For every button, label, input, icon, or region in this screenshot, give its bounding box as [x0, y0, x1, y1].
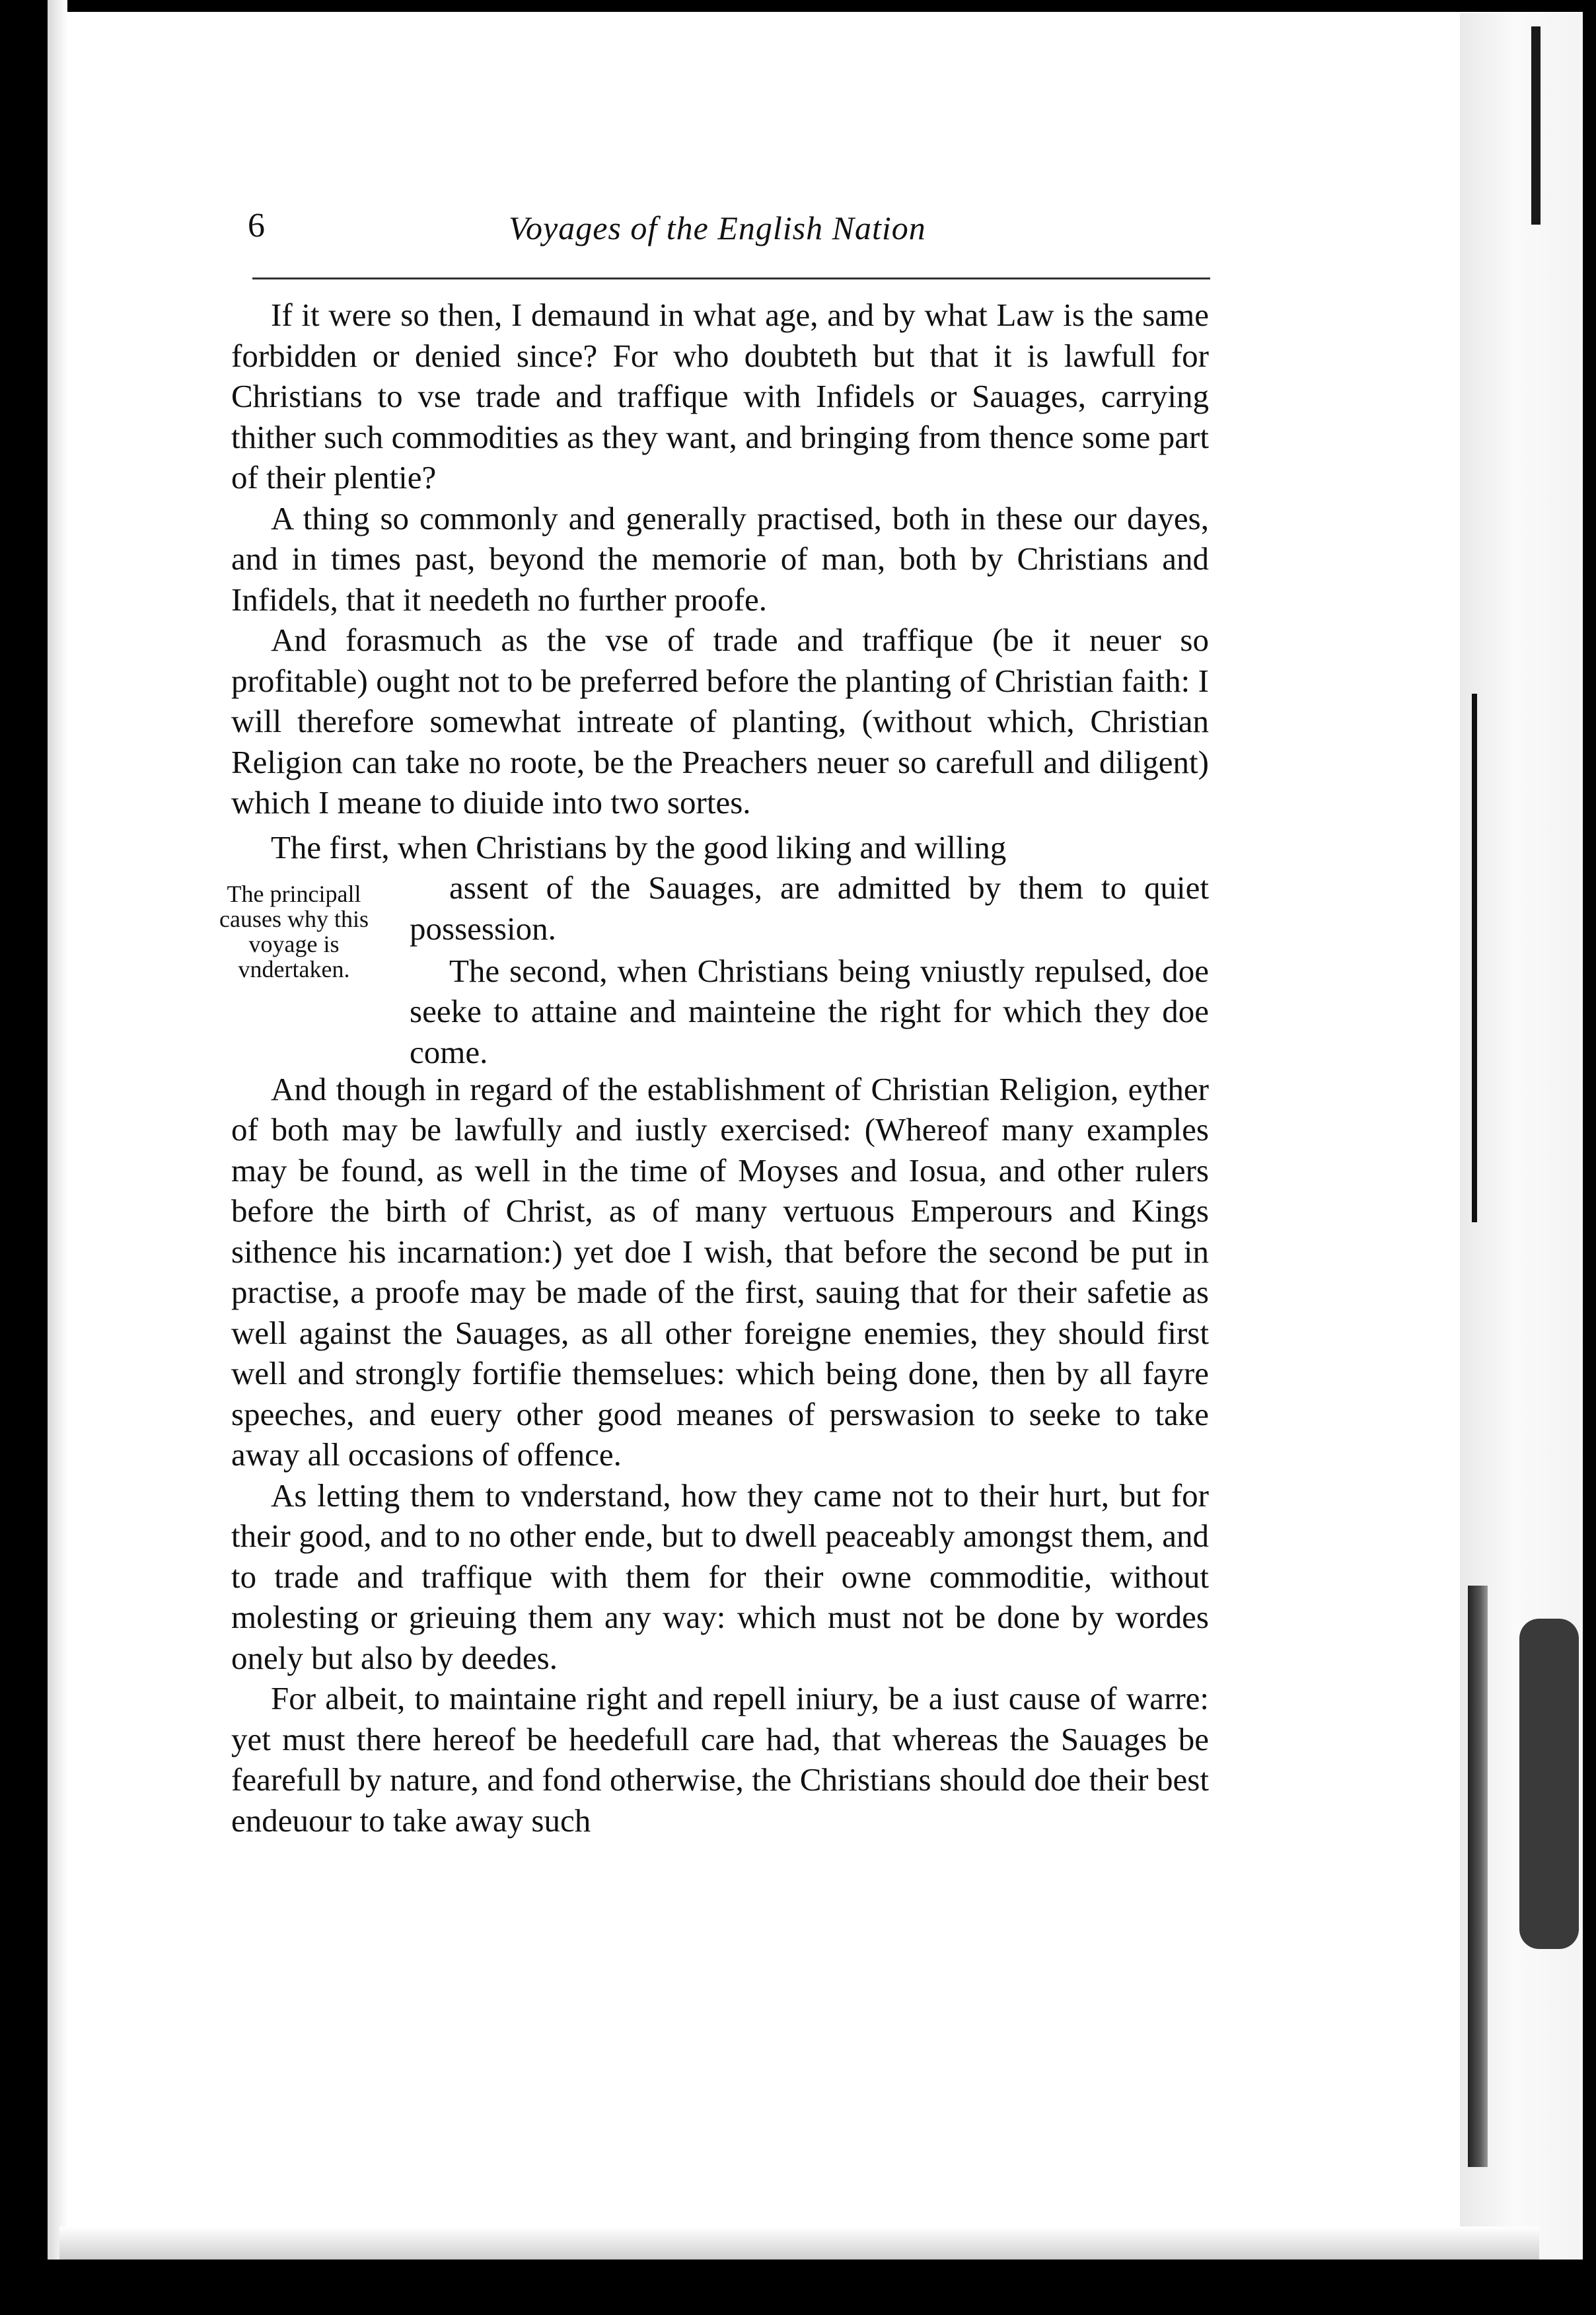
- scan-shadow-bottom: [59, 2226, 1539, 2260]
- book-page: [218, 198, 1209, 1839]
- scan-artifact: [1468, 1586, 1488, 2167]
- scan-artifact: [1531, 26, 1541, 225]
- scan-border-top: [0, 0, 1596, 12]
- scan-border-right: [1583, 0, 1596, 2315]
- scan-artifact: [1472, 694, 1477, 1222]
- page-header: [218, 198, 1209, 251]
- running-title: Voyages of the English Nation: [509, 209, 926, 246]
- paragraph: If it were so then, I demaund in what age, and by what Law is the same forbidden or denied since? For who doubteth but that it is lawfull for Christians to vse trade and traffique with Infidels or Sauages, carrying thither such commodities as they want, and bringing from thence some part of their plentie?: [231, 297, 1209, 496]
- inset-block: [219, 827, 1209, 1070]
- paragraph: For albeit, to maintaine right and repell iniury, be a iust cause of warre: yet must there hereof be heedefull care had, that whereas the Sauages be fearefull by nature, and fond otherwise, the Christians should doe their best endeuour to take away such: [231, 1680, 1209, 1839]
- paragraph: And though in regard of the establishment of Christian Religion, eyther of both may be lawfully and iustly exercised: (Whereof many examples may be found, as well in the time of Moyses and Iosua, and other rulers before the birth of Christ, as of many vertuous Emperours and Kings sithence his incarnation:) yet doe I wish, that before the second be put in practise, a proofe may be made of the first, sauing that for their safetie as well against the Sauages, as all other foreigne enemies, they should first well and strongly fortifie themselues: which being done, then by all fayre speeches, and euery other good meanes of perswasion to seeke to take away all occasions of offence.: [231, 1070, 1209, 1473]
- paragraph-continuation: assent of the Sauages, are admitted by them to quiet possession.: [410, 869, 1209, 947]
- scan-border-left: [0, 0, 48, 2315]
- paragraph: A thing so commonly and generally practised, both in these our dayes, and in times past, beyond the memorie of man, both by Christians and Infidels, that it needeth no further proofe.: [231, 499, 1209, 618]
- header-rule: [252, 277, 1210, 279]
- scan-artifact: [1519, 1619, 1579, 1949]
- marginal-note: The principall causes why this voyage is vndertaken.: [219, 880, 369, 982]
- page-number: 6: [248, 207, 265, 244]
- paragraph: [231, 827, 1209, 949]
- body-text: [219, 295, 1209, 1841]
- paragraph: As letting them to vnderstand, how they came not to their hurt, but for their good, and to no other ende, but to dwell peaceably amongst them, and to trade and traffique with them for their owne commoditie, without molesting or grieuing them any way: which must not be done by wordes onely but also by deedes.: [231, 1477, 1209, 1676]
- paragraph-first-line: The first, when Christians by the good liking and willing: [271, 828, 1007, 865]
- scan-shadow-left: [48, 0, 67, 2315]
- scan-border-bottom: [0, 2260, 1596, 2315]
- paragraph: And forasmuch as the vse of trade and traffique (be it neuer so profitable) ought not to be preferred before the planting of Christian faith: I will therefore somewhat intreate of planting, (without which, Christian Religion can take no roote, be the Preachers neuer so carefull and diligent) which I meane to diuide into two sortes.: [231, 622, 1209, 821]
- paragraph: The second, when Christians being vniustly repulsed, doe seeke to attaine and mainteine the right for which they doe come.: [410, 952, 1209, 1070]
